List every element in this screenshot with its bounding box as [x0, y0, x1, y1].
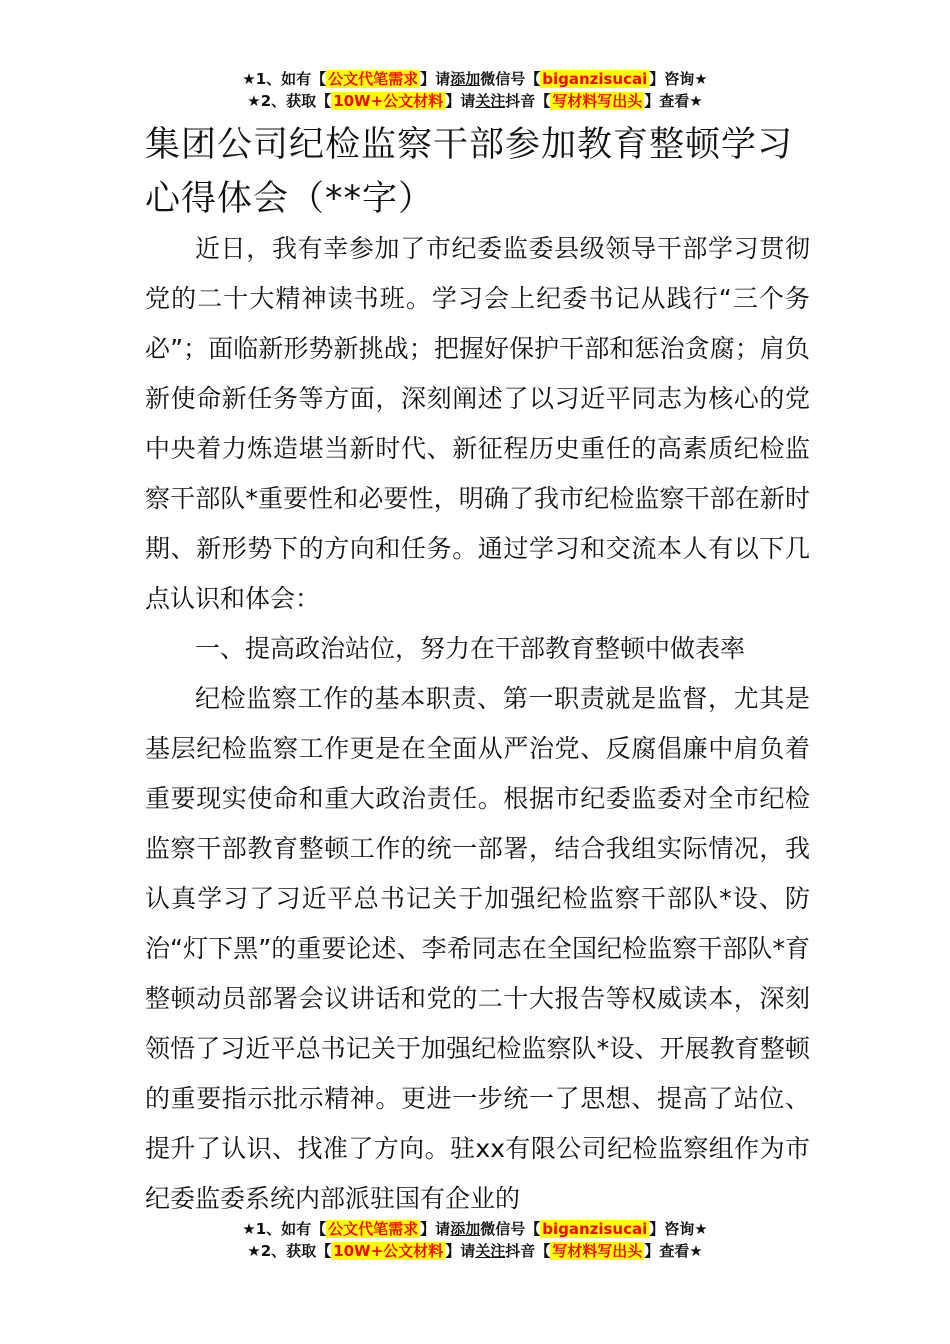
- paragraph: 近日，我有幸参加了市纪委监委县级领导干部学习贯彻党的二十大精神读书班。学习会上纪委书记从践行“三个务必”；面临新形势新挑战；把握好保护干部和惩治贪腐；肩负新使命新任务等方面，深刻阐述了以习近平同志为核心的党中央着力炼造堪当新时代、新征程历史重任的高素质纪检监察干部队*重要性和必要性，明确了我市纪检监察干部在新时期、新形势下的方向和任务。通过学习和交流本人有以下几点认识和体会：: [145, 234, 810, 613]
- banner-text: 】请: [420, 70, 451, 88]
- banner-text: 】咨询★: [649, 70, 708, 88]
- banner-highlight: 写材料写出头: [552, 92, 643, 110]
- banner-text: ★2、获取【: [247, 1242, 332, 1260]
- banner-text: 】查看★: [644, 92, 703, 110]
- banner-text: ★2、获取【: [247, 92, 332, 110]
- banner-text: 】查看★: [644, 1242, 703, 1260]
- banner-underlined: 关注: [475, 1242, 506, 1260]
- banner-highlight: biganzisucai: [542, 70, 648, 88]
- banner-highlight: 10W+公文材料: [333, 92, 444, 110]
- banner-underlined: 添加: [450, 70, 481, 88]
- banner-line-1: [0, 1218, 950, 1240]
- banner-highlight: 10W+公文材料: [333, 1242, 444, 1260]
- banner-text: 抖音【: [505, 92, 551, 110]
- banner-text: 微信号【: [480, 70, 541, 88]
- banner-highlight: 写材料写出头: [552, 1242, 643, 1260]
- banner-text: 】请: [445, 1242, 476, 1260]
- banner-text: ★1、如有【: [242, 1220, 327, 1238]
- banner-text: 抖音【: [505, 1242, 551, 1260]
- banner-highlight: 公文代笔需求: [328, 1220, 419, 1238]
- banner-line-2: [0, 90, 950, 112]
- banner-text: ★1、如有【: [242, 70, 327, 88]
- banner-underlined: 添加: [450, 1220, 481, 1238]
- banner-line-1: [0, 68, 950, 90]
- document-body: [145, 224, 810, 1224]
- banner-highlight: biganzisucai: [542, 1220, 648, 1238]
- banner-underlined: 关注: [475, 92, 506, 110]
- banner-text: 】请: [445, 92, 476, 110]
- banner-text: 微信号【: [480, 1220, 541, 1238]
- bottom-banner: [0, 1218, 950, 1262]
- section-heading: 一、提高政治站位，努力在干部教育整顿中做表率: [195, 634, 746, 663]
- banner-text: 】咨询★: [649, 1220, 708, 1238]
- paragraph: 纪检监察工作的基本职责、第一职责就是监督，尤其是基层纪检监察工作更是在全面从严治党、反腐倡廉中肩负着重要现实使命和重大政治责任。根据市纪委监委对全市纪检监察干部教育整顿工作的统一部署，结合我组实际情况，我认真学习了习近平总书记关于加强纪检监察干部队*设、防治“灯下黑”的重要论述、李希同志在全国纪检监察干部队*育整顿动员部署会议讲话和党的二十大报告等权威读本，深刻领悟了习近平总书记关于加强纪检监察队*设、开展教育整顿的重要指示批示精神。更进一步统一了思想、提高了站位、提升了认识、找准了方向。驻xx有限公司纪检监察组作为市纪委监委系统内部派驻国有企业的: [145, 684, 810, 1213]
- banner-highlight: 公文代笔需求: [328, 70, 419, 88]
- top-banner: [0, 68, 950, 112]
- banner-line-2: [0, 1240, 950, 1262]
- document-title: 集团公司纪检监察干部参加教育整顿学习心得体会（**字）: [145, 125, 794, 219]
- banner-text: 】请: [420, 1220, 451, 1238]
